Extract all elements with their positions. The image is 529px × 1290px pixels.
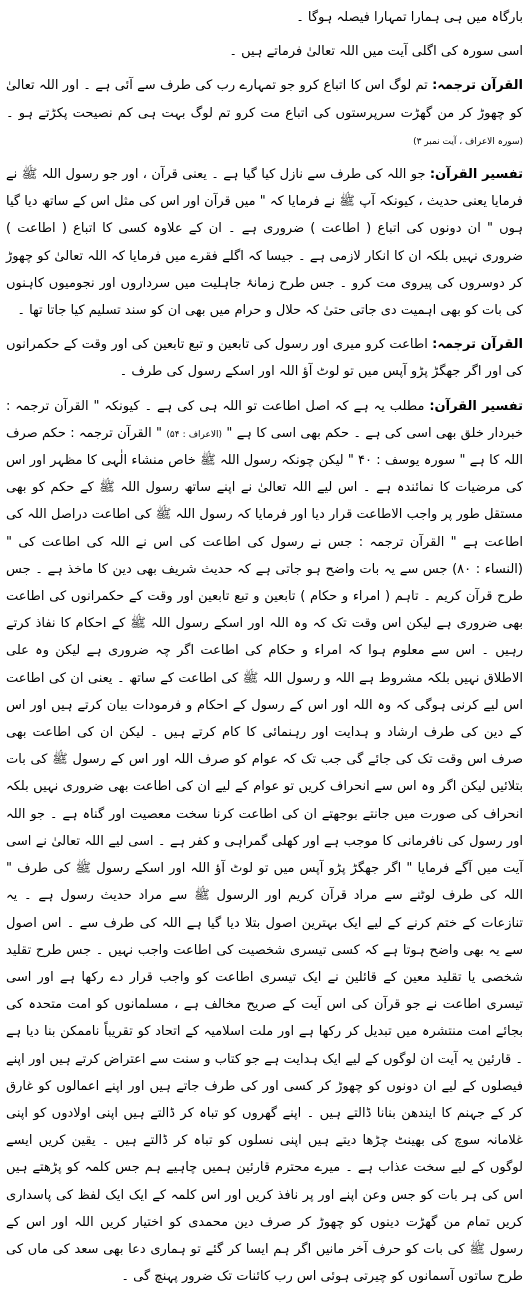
paragraph-text: اطاعت کرو میری اور رسول کی تابعین و تبع تابعین کی اور وقت کے حکمرانوں کی اور اگر جھگڑ پڑو آپس میں تو لوٹ آؤ اللہ اور اسکے رسول کی طرف ۔ (6, 337, 523, 380)
quran-translation-label: القرآن ترجمہ: (432, 78, 523, 94)
paragraph-text: اسی سورہ کی اگلی آیت میں اللہ تعالیٰ فرماتے ہیں ۔ (229, 44, 523, 60)
paragraph-quran-translation-2 (6, 331, 523, 385)
verse-reference: (سورہ الاعراف ، آیت نمبر ۳) (413, 136, 523, 147)
paragraph-text: تم لوگ اس کا اتباع کرو جو تمہارے رب کی طرف سے آئی ہے ۔ اور اللہ تعالیٰ کو چھوڑ کر من گھڑت سرپرستوں کی اتباع مت کرو تم لوگ بہت ہی کم نصیحت پکڑتے ہو ۔ (6, 78, 523, 121)
paragraph-closing-line (6, 4, 523, 31)
tafsir-label: تفسیر القرآن: (429, 167, 523, 183)
paragraph-tafsir-2 (6, 393, 523, 1290)
paragraph-text: بارگاہ میں ہی ہمارا تمہارا فیصلہ ہوگا ۔ (296, 10, 523, 25)
tafsir-label: تفسیر القرآن: (429, 398, 523, 414)
verse-reference: (الاعراف : ۵۴) (166, 429, 223, 440)
paragraph-intro-next-verse (6, 38, 523, 65)
paragraph-tafsir-1 (6, 161, 523, 324)
paragraph-text: جو اللہ کی طرف سے نازل کیا گیا ہے ۔ یعنی قرآن ، اور جو رسول اللہ ﷺ نے فرمایا یعنی حدیث ، کیونکہ آپ ﷺ نے فرمایا کہ " میں قرآن اور اس کی مثل اس کے ساتھ دیا گیا ہوں " ان دونوں کی اتباع ( اطاعت ) ضروری ہے ۔ ان کے علاوہ کسی کا اتباع ( اطاعت ) ضروری نہیں بلکہ ان کا انکار لازمی ہے ۔ جیسا کہ اگلے فقرے میں فرمایا کہ اللہ تعالیٰ کو چھوڑ کر دوسروں کی پیروی مت کرو ۔ جس طرح زمانۂ جاہلیت میں سرداروں اور نجومیوں کاہنوں کی بات کو بھی اہمیت دی جاتی حتیٰ کہ حلال و حرام میں بھی ان کو سند تسلیم کیا جاتا تھا ۔ (6, 167, 523, 319)
paragraph-quran-translation-1 (6, 72, 523, 154)
paragraph-text-continued: " القرآن ترجمہ : حکم صرف اللہ کا ہے " سورہ یوسف : ۴۰ " لیکن چونکہ رسول اللہ ﷺ خاص منشاء الٰہی کا مظہر اور اس کی مرضیات کا نمائندہ ہے ۔ اس لیے اللہ تعالیٰ نے اپنے ساتھ رسول اللہ ﷺ کے حکم کو بھی مستقل طور پر واجب الاطاعت قرار دیا اور فرمایا کہ رسول اللہ ﷺ کی اطاعت دراصل اللہ کی اطاعت ہے " القرآن ترجمہ : جس نے رسول کی اطاعت کی اس نے اللہ کی اطاعت کی " (النساء : ۸۰) جس سے یہ بات واضح ہو جاتی ہے کہ حدیث شریف بھی دین کا ماخذ ہے ۔ جس طرح قرآن کریم ۔ تاہم ( امراء و حکام ) تابعین و تبع تابعین اور وقت کے حکمرانوں کی اطاعت بھی ضروری ہے لیکن اس وقت تک کہ وہ اللہ اور اسکے رسول اللہ ﷺ کے احکام کا نفاذ کرتے رہیں ۔ اس سے معلوم ہوا کہ امراء و حکام کی اطاعت اگر چہ ضروری ہے لیکن وہ علی الاطلاق نہیں بلکہ مشروط ہے اللہ و رسول اللہ ﷺ کی اطاعت کے ساتھ ۔ یعنی ان کی اطاعت اس لیے کرنی ہوگی کہ وہ اللہ اور اس کے رسول کے احکام و فرمودات بیان کرتے ہیں اور اس کے دین کی طرف ارشاد و ہدایت اور رہنمائی کا کام کرتے ہیں ۔ لیکن ان کی اطاعت بھی صرف اس وقت تک کی جائے گی جب تک کہ عوام کو صرف اللہ اور اس کے رسول ﷺ کی بات بتلائیں لیکن اگر وہ اس سے انحراف کریں تو عوام کے لیے ان کی اطاعت بھی ضروری نہیں بلکہ انحراف کی صورت میں جانتے بوجھتے ان کی اطاعت کرنا سخت معصیت اور گناہ ہے ۔ جو اللہ اور رسول کی نافرمانی کا موجب ہے اور کھلی گمراہی و کفر ہے ۔ اسی لیے اللہ تعالیٰ نے اسی آیت میں آگے فرمایا " اگر جھگڑ پڑو آپس میں تو لوٹ آؤ اللہ اور اسکے رسول ﷺ کی طرف " اللہ کی طرف لوٹنے سے مراد قرآن کریم اور الرسول ﷺ سے مراد حدیث رسول ہے ۔ یہ تنازعات کے ختم کرنے کے لیے ایک بہترین اصول بتلا دیا گیا ہے اللہ کی طرف سے ۔ اس اصول سے یہ بھی واضح ہوتا ہے کہ کسی تیسری شخصیت کی اطاعت واجب نہیں ۔ جس طرح تقلید شخصی یا تقلید معین کے قائلین نے ایک تیسری اطاعت کو واجب قرار دے رکھا ہے اور اسی تیسری اطاعت نے جو قرآن کی اس آیت کے صریح مخالف ہے ، مسلمانوں کو امت متحدہ کی بجائے امت منتشرہ میں تبدیل کر رکھا ہے اور ملت اسلامیہ کے اتحاد کو تقریباً ناممکن بنا دیا ہے ۔ قارئین یہ آیت ان لوگوں کے لیے ایک ہدایت ہے جو کتاب و سنت سے اعتراض کرتے ہیں اور اپنے فیصلوں کے لیے ان دونوں کو چھوڑ کر کسی اور کی طرف جاتے ہیں اور اپنے اعمالوں کو غارق کر کے جہنم کا ایندھن بنانا ڈالتے ہیں ۔ اپنے گھروں کو تباہ کر ڈالتے ہیں اپنی اولادوں کو اپنی غلامانہ سوچ کی بھینٹ چڑھا دیتے ہیں اپنی نسلوں کو تباہ کر ڈالتے ہیں ۔ یقین کریں ایسے لوگوں کے لیے سخت عذاب ہے ۔ میرے محترم قارئین ہمیں چاہیے ہم جس کلمہ کو پڑھتے ہیں اس کی ہر بات کو جس وعن اپنے اور پر نافذ کریں اور اس کلمہ کے ایک ایک لفظ کی پاسداری کریں تمام من گھڑت دینوں کو چھوڑ کر صرف دین محمدی کو اختیار کریں اللہ اور اس کے رسول ﷺ کی بات کو حرف آخر مانیں اگر ہم ایسا کر گئے تو ہماری دعا بھی سعد کی ماں کی طرح ساتوں آسمانوں کو چیرتی ہوئی اس رب کائنات تک ضرور پہنچ گی ۔ (6, 425, 523, 1285)
quran-translation-label: القرآن ترجمہ: (432, 337, 524, 353)
paragraph-text: مطلب یہ ہے کہ اصل اطاعت تو اللہ ہی کی ہے ۔ کیونکہ " القرآن ترجمہ : خبردار خلق بھی اسی کی ہے ۔ حکم بھی اسی کا ہے " (6, 398, 523, 441)
